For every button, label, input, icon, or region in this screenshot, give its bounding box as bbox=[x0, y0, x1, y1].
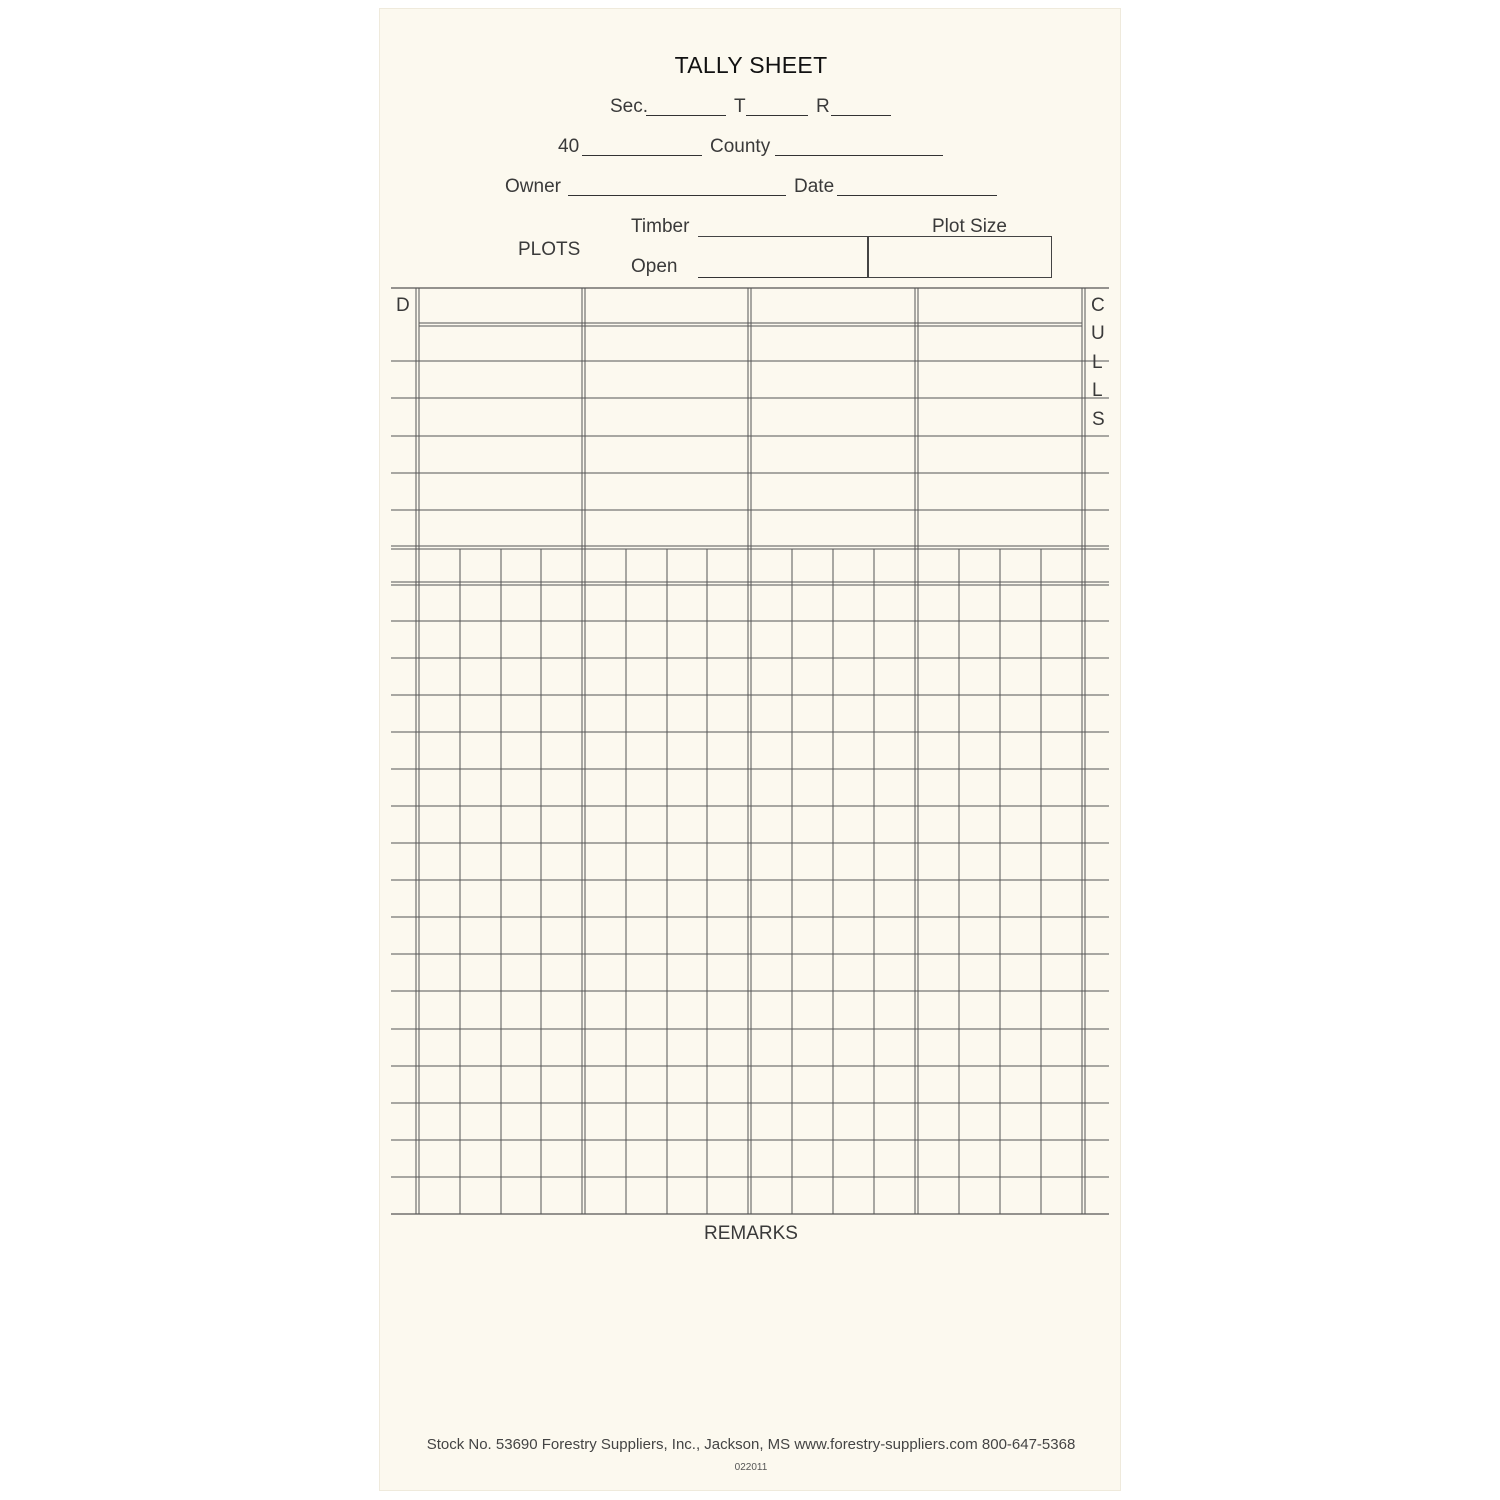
county-label: County bbox=[710, 136, 771, 157]
page-title: TALLY SHEET bbox=[674, 52, 828, 78]
tally-sheet-page bbox=[379, 8, 1121, 1491]
owner-label: Owner bbox=[505, 176, 561, 197]
plot-size-label: Plot Size bbox=[932, 216, 1007, 237]
open-label: Open bbox=[631, 256, 678, 277]
culls-letter-s: S bbox=[1092, 409, 1105, 430]
forty-label: 40 bbox=[558, 136, 580, 157]
footer-code: 022011 bbox=[734, 1462, 768, 1473]
date-label: Date bbox=[794, 176, 835, 197]
sec-label: Sec. bbox=[610, 96, 649, 117]
t-label: T bbox=[734, 96, 746, 117]
plots-label: PLOTS bbox=[518, 239, 581, 260]
r-label: R bbox=[816, 96, 830, 117]
footer-text: Stock No. 53690 Forestry Suppliers, Inc., Jackson, MS www.forestry-suppliers.com 800-647-5368 bbox=[426, 1436, 1076, 1453]
remarks-label: REMARKS bbox=[704, 1223, 798, 1244]
culls-letter-u: U bbox=[1091, 323, 1105, 344]
d-column-label: D bbox=[396, 295, 410, 316]
tally-grid[interactable] bbox=[380, 9, 1122, 1492]
timber-label: Timber bbox=[631, 216, 690, 237]
culls-letter-l2: L bbox=[1092, 380, 1103, 401]
culls-letter-l1: L bbox=[1092, 352, 1103, 373]
culls-letter-c: C bbox=[1091, 295, 1105, 316]
